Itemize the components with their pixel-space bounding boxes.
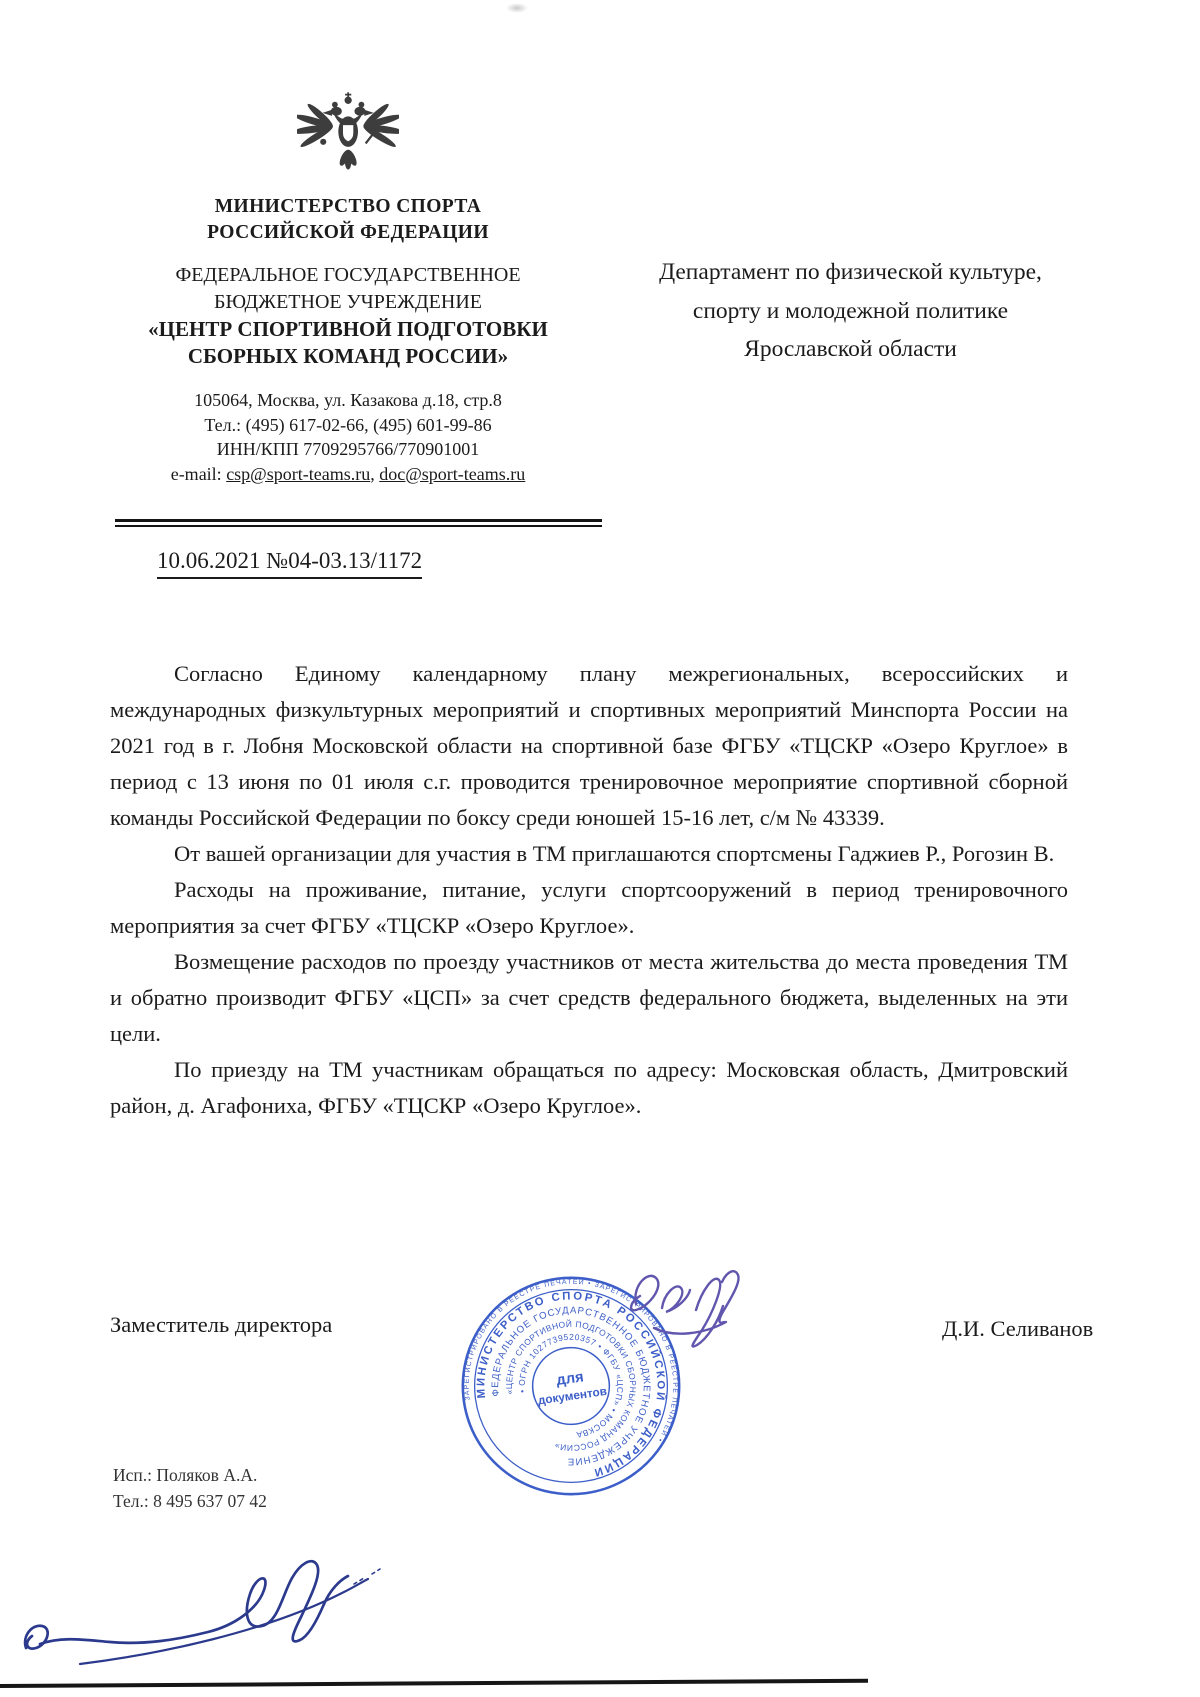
body-paragraph-4: Возмещение расходов по проезду участников от места жительства до места проведения ТМ и обратно производит ФГБУ «ЦСП» за счет средств федерального бюджета, выделенных на эти цели. [110, 949, 1068, 1046]
body-paragraph-5: По приезду на ТМ участникам обращаться по адресу: Московская область, Дмитровский район, д. Агафониха, ФГБУ «ТЦСКР «Озеро Круглое». [110, 1057, 1068, 1118]
org-phones: Тел.: (495) 617-02-66, (495) 601-99-86 [204, 414, 492, 435]
email-label: e-mail: [170, 463, 222, 484]
body-paragraph-1: Согласно Единому календарному плану межрегиональных, всероссийских и международных физкультурных мероприятий и спортивных мероприятий Минспорта России на 2021 год в г. Лобня Московской области на спортивной базе ФГБУ «ТЦСКР «Озеро Круглое» в период с 13 июня по 01 июля с.г. проводится тренировочное мероприятие спортивной сборной команды Российской Федерации по боксу среди юношей 15-16 лет, с/м № 43339. [110, 661, 1068, 830]
recipient-block [618, 253, 1083, 369]
signer-name: Д.И. Селиванов [942, 1316, 1094, 1341]
ministry-name-line1: МИНИСТЕРСТВО СПОРТА [214, 196, 482, 217]
stamp-center-line1: для [555, 1369, 585, 1389]
org-address: 105064, Москва, ул. Казакова д.18, стр.8 [194, 390, 502, 410]
executor-phone: Тел.: 8 495 637 07 42 [113, 1491, 267, 1511]
executor-name: Исп.: Поляков А.А. [113, 1465, 258, 1485]
stamp-ogrn-ring-text: • ОГРН 1027739520357 • ФГБУ «ЦСП» • МОСКВА [516, 1331, 626, 1440]
letterhead-divider-rule [115, 519, 602, 527]
recipient-line3: Ярославской области [744, 336, 957, 362]
stamp-center-line2: документов [536, 1383, 608, 1408]
body-paragraph-2: От вашей организации для участия в ТМ приглашаются спортсмены Гаджиев Р., Рогозин В. [174, 841, 1055, 866]
org-name-line2: СБОРНЫХ КОМАНД РОССИИ» [187, 344, 509, 368]
email-link-csp[interactable]: csp@sport-teams.ru [226, 463, 371, 484]
signer-position: Заместитель директора [110, 1312, 333, 1337]
org-email-line [108, 462, 588, 487]
director-signature-ink [618, 1258, 793, 1393]
outgoing-date-number: 10.06.2021 №04-03.13/1172 [157, 548, 422, 579]
org-type-line2: БЮДЖЕТНОЕ УЧРЕЖДЕНИЕ [213, 291, 483, 313]
stamp-micro-ring-text: ЗАРЕГИСТРИРОВАНО В РЕЕСТРЕ ПЕЧАТЕЙ • ЗАРЕГИСТРИРОВАНО В РЕЕСТРЕ ПЕЧАТЕЙ • [463, 1278, 679, 1444]
org-name-line1: «ЦЕНТР СПОРТИВНОЙ ПОДГОТОВКИ [148, 317, 548, 341]
body-paragraph-3: Расходы на проживание, питание, услуги спортсооружений в период тренировочного мероприятия за счет ФГБУ «ТЦСКР «Озеро Круглое». [110, 877, 1068, 938]
letter-body [110, 656, 1068, 1124]
executor-block [113, 1462, 267, 1514]
stamp-ministry-ring-text: МИНИСТЕРСТВО СПОРТА РОССИЙСКОЙ ФЕДЕРАЦИИ [475, 1290, 667, 1479]
recipient-line2: спорту и молодежной политике [692, 297, 1009, 324]
org-type-line1: ФЕДЕРАЛЬНОЕ ГОСУДАРСТВЕННОЕ [175, 264, 521, 286]
scan-smudge-artifact [506, 3, 528, 13]
coat-of-arms-eagle-icon [297, 84, 399, 188]
bottom-handwritten-signature-ink [10, 1532, 420, 1692]
letterhead-left-column [108, 84, 588, 486]
recipient-line1: Департамент по физической культуре, [659, 259, 1042, 285]
email-separator: , [370, 463, 375, 484]
org-inn-kpp: ИНН/КПП 7709295766/770901001 [216, 439, 480, 459]
stamp-org-type-ring-text: ФЕДЕРАЛЬНОЕ ГОСУДАРСТВЕННОЕ БЮДЖЕТНОЕ УЧРЕЖДЕНИЕ [490, 1305, 652, 1467]
email-link-doc[interactable]: doc@sport-teams.ru [379, 463, 526, 484]
stamp-org-name-ring-text: «ЦЕНТР СПОРТИВНОЙ ПОДГОТОВКИ СБОРНЫХ КОМАНД РОССИИ» [503, 1318, 639, 1454]
ministry-name-line2: РОССИЙСКОЙ ФЕДЕРАЦИИ [207, 222, 489, 243]
